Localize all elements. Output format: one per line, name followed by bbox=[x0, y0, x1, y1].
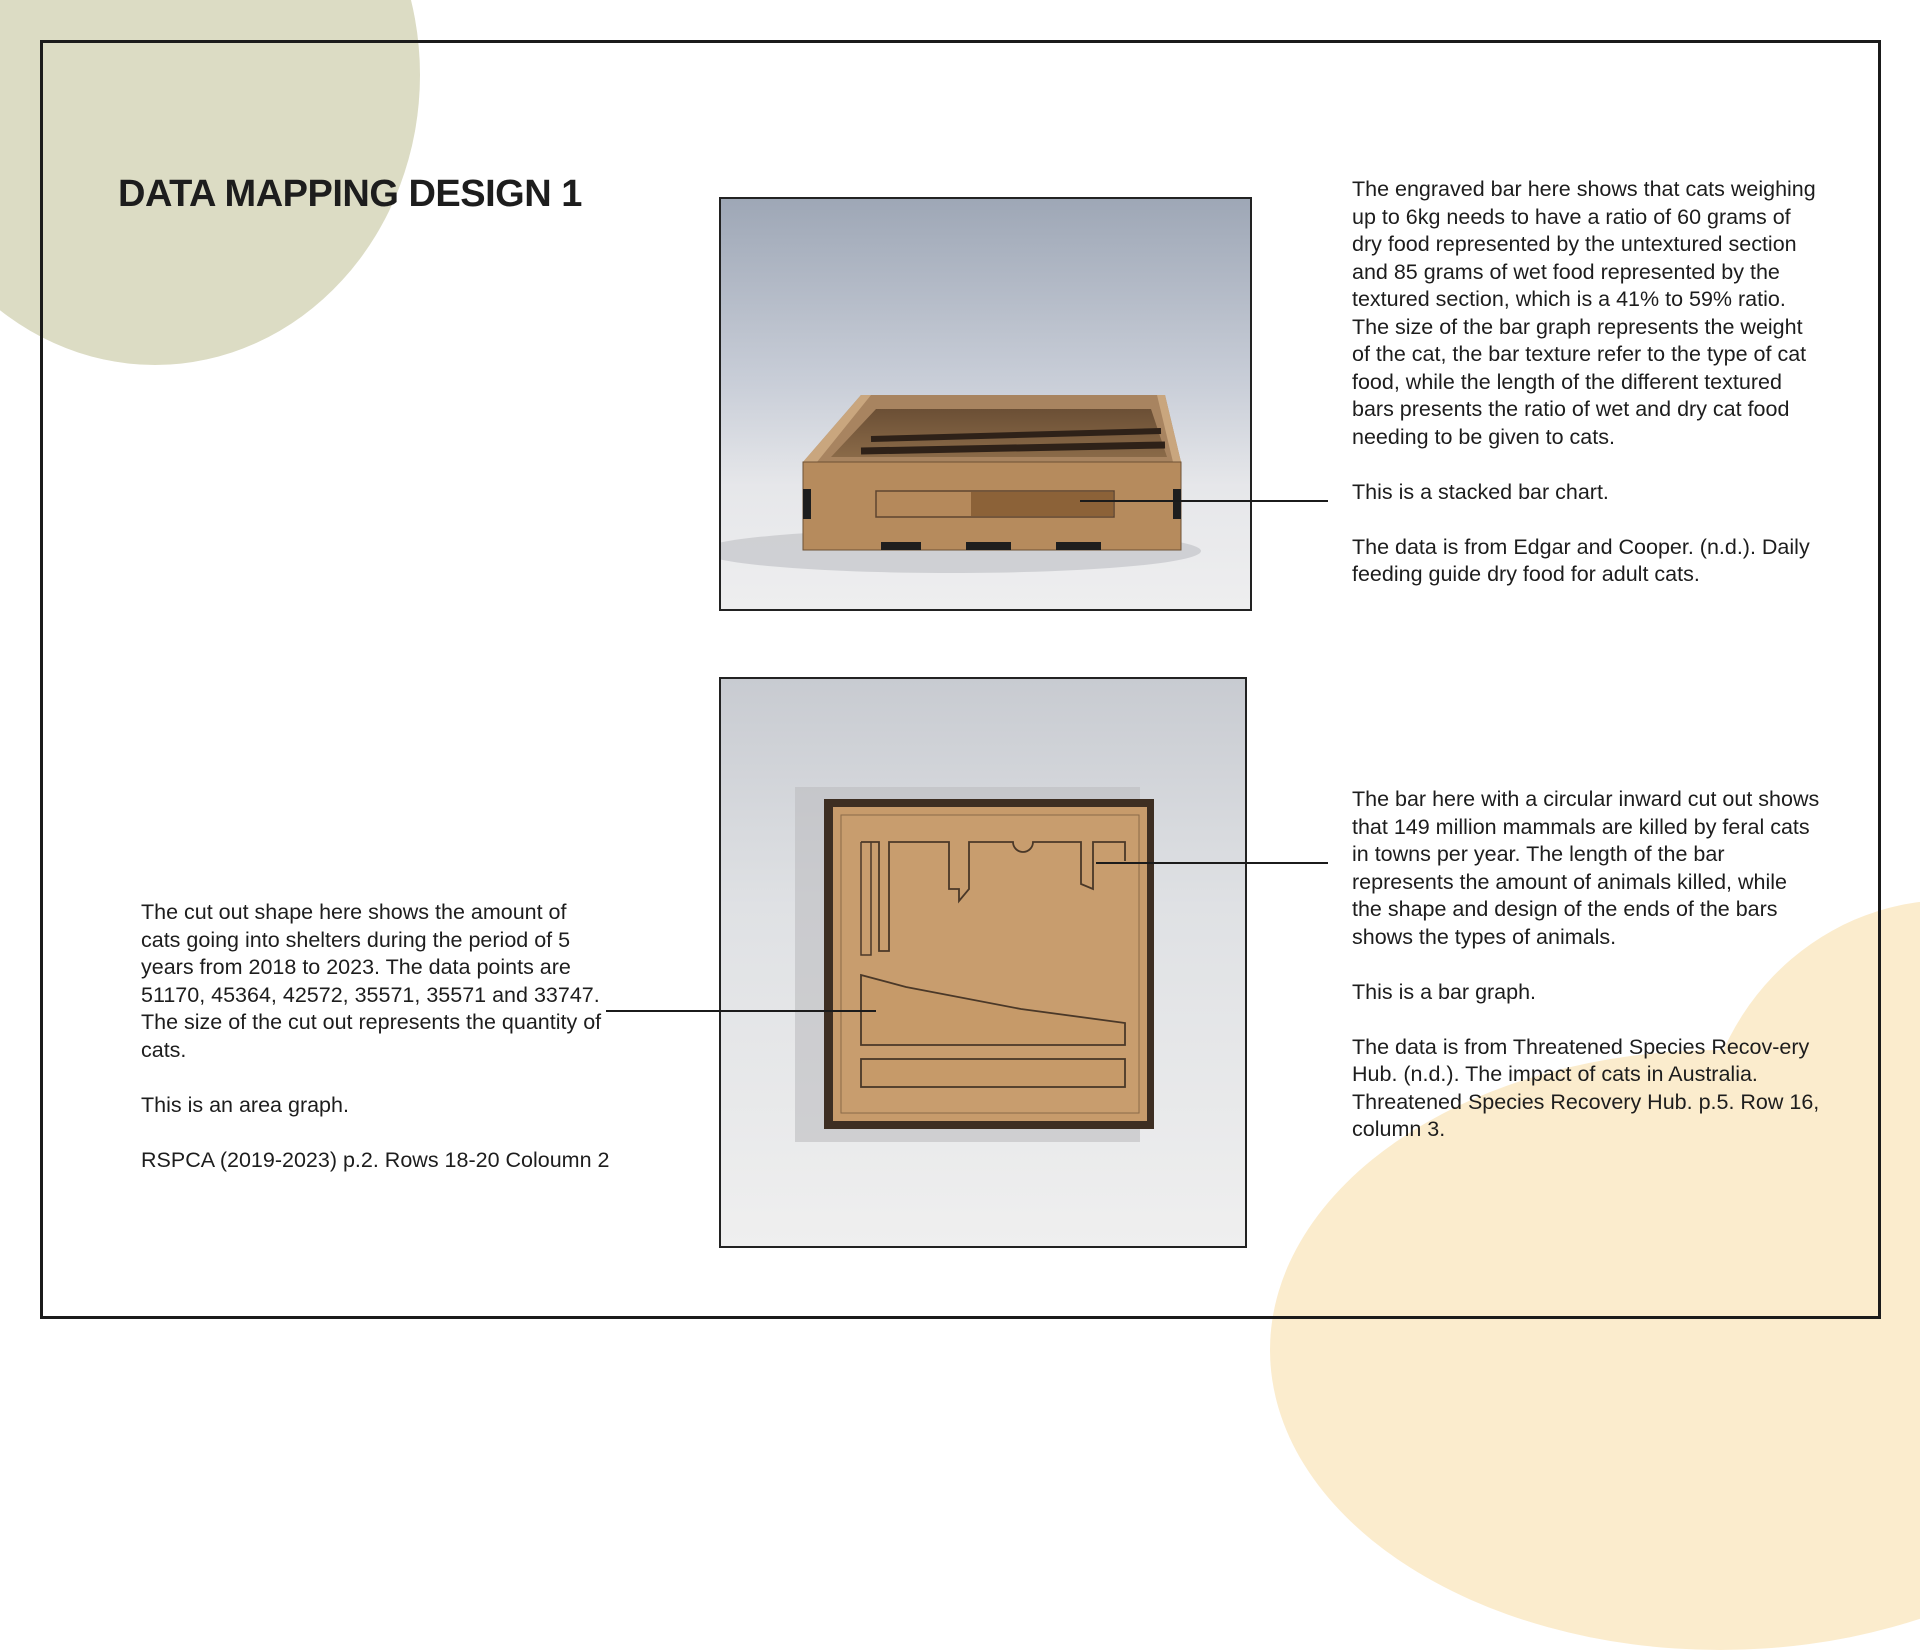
tray-top-view-illustration bbox=[721, 679, 1247, 1248]
area-graph-chart-type: This is an area graph. bbox=[141, 1092, 349, 1117]
tray-side-view-illustration bbox=[721, 199, 1252, 611]
stacked-bar-chart-type: This is a stacked bar chart. bbox=[1352, 479, 1609, 504]
bar-graph-explanation: The bar here with a circular inward cut out shows that 149 million mammals are killed by feral cats in towns per year. The length of the bar represents the amount of animals killed, while the shape and design of the ends of the bars shows the types of animals. bbox=[1352, 787, 1820, 949]
description-bar-graph bbox=[1352, 786, 1822, 1144]
area-graph-explanation: The cut out shape here shows the amount of cats going into shelters during the period of 5 years from 2018 to 2023. The data points are 51170, 45364, 42572, 35571, 35571 and 33747. The size of the cut out represents the quantity of cats. bbox=[141, 900, 602, 1062]
connector-line-bar-graph bbox=[1096, 862, 1328, 864]
stacked-bar-source: The data is from Edgar and Cooper. (n.d.). Daily feeding guide dry food for adult cats. bbox=[1352, 534, 1810, 586]
description-stacked-bar bbox=[1352, 176, 1822, 589]
area-graph-source: RSPCA (2019-2023) p.2. Rows 18-20 Coloumn 2 bbox=[141, 1147, 610, 1172]
description-area-graph bbox=[141, 899, 611, 1174]
stacked-bar-explanation: The engraved bar here shows that cats weighing up to 6kg needs to have a ratio of 60 grams of dry food represented by the untextured section and 85 grams of wet food represented by the textured section, which is a 41% to 59% ratio. The size of the bar graph represents the weight of the cat, the bar texture refer to the type of cat food, while the length of the different textured bars presents the ratio of wet and dry cat food needing to be given to cats. bbox=[1352, 177, 1816, 449]
connector-line-area-graph bbox=[606, 1010, 876, 1012]
page-title: DATA MAPPING DESIGN 1 bbox=[118, 173, 582, 215]
bar-graph-chart-type: This is a bar graph. bbox=[1352, 979, 1537, 1004]
bar-graph-source: The data is from Threatened Species Recov-ery Hub. (n.d.). The impact of cats in Australia. Threatened Species Recovery Hub. p.5. Row 16, column 3. bbox=[1352, 1034, 1820, 1141]
photo-stacked-bar-tray bbox=[719, 197, 1252, 611]
connector-line-stacked-bar bbox=[1080, 500, 1328, 502]
photo-bar-area-tray bbox=[719, 677, 1247, 1248]
